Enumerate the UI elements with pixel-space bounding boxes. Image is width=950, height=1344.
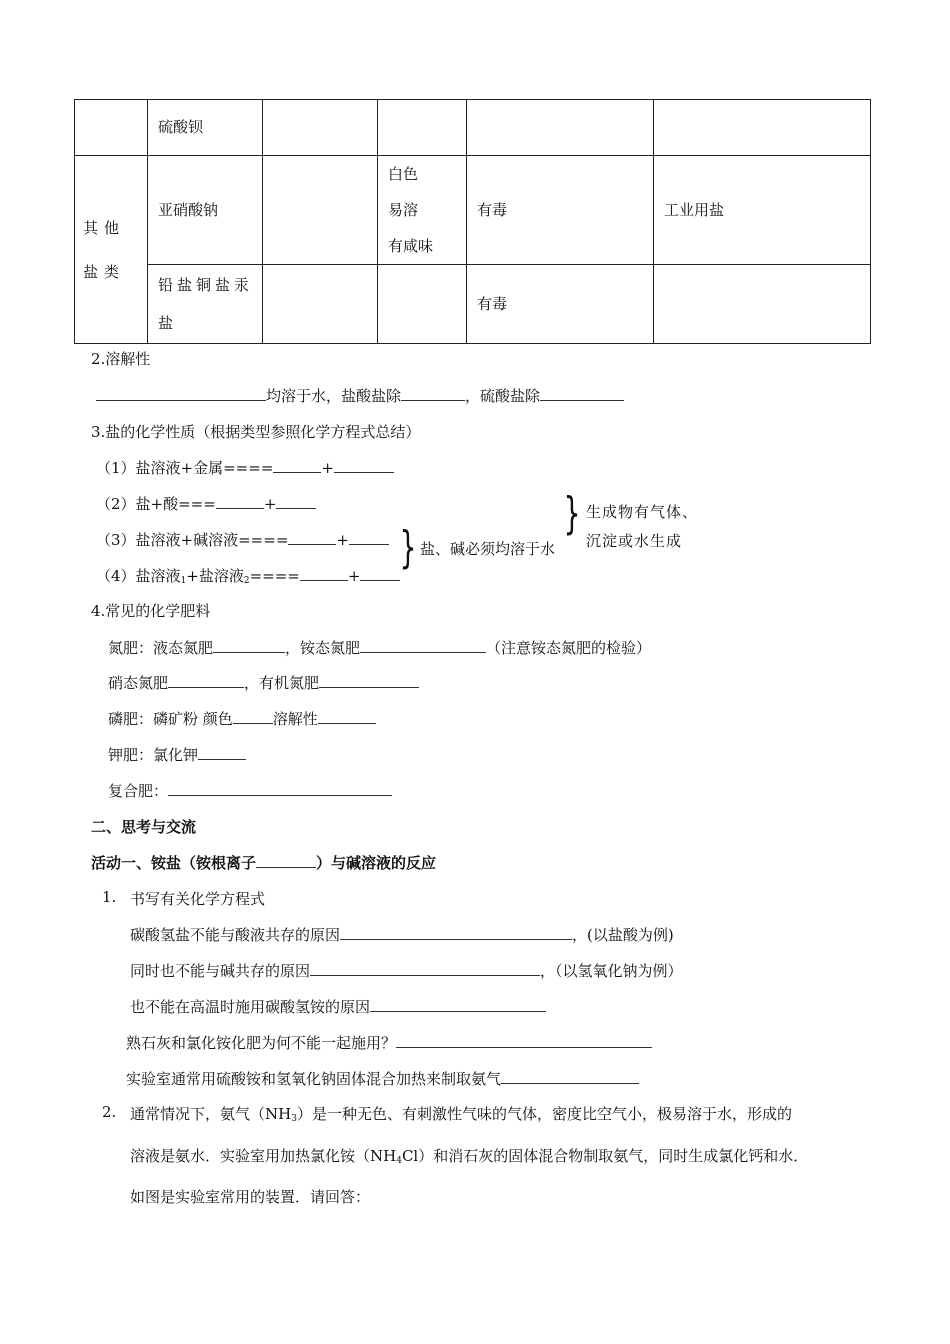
paragraph-line: 如图是实验室常用的装置．请回答： <box>130 1188 371 1206</box>
question-line <box>126 1068 639 1089</box>
table-cell <box>467 265 654 344</box>
text: 复合肥： <box>108 782 169 800</box>
reactant-note: 盐、碱必须均溶于水 <box>420 540 556 558</box>
text: ，有机氮肥 <box>244 674 320 692</box>
table-row <box>75 100 871 156</box>
text: 钾肥：氯化钾 <box>108 746 199 764</box>
text: （1）盐溶液+金属==== <box>96 459 274 477</box>
property-text: 白色 <box>388 165 419 183</box>
text: 通常情况下，氨气（NH <box>130 1105 292 1123</box>
blank[interactable] <box>288 530 336 545</box>
blank[interactable] <box>256 853 316 868</box>
property-text: 有咸味 <box>388 237 434 255</box>
table-cell <box>654 265 871 344</box>
table-cell <box>263 265 378 344</box>
question-line <box>130 996 546 1017</box>
category-label: 其他盐类 <box>83 218 126 281</box>
blank[interactable] <box>319 673 419 688</box>
part-heading: 二、思考与交流 <box>91 818 197 836</box>
reaction-line <box>96 457 394 478</box>
fertilizer-line-nitrogen <box>108 637 651 658</box>
product-note-line1: 生成物有气体、 <box>586 503 699 521</box>
table-row <box>75 156 871 265</box>
text: ）是一种无色、有刺激性气味的气体，密度比空气小，极易溶于水，形成的 <box>296 1105 792 1123</box>
blank[interactable] <box>360 638 486 653</box>
question-line <box>126 1032 652 1053</box>
use-text: 工业用盐 <box>664 200 725 219</box>
text: 同时也不能与碱共存的原因 <box>130 962 311 980</box>
section-title: 2.溶解性 <box>91 350 151 368</box>
question-number: 2. <box>102 1103 117 1121</box>
table-cell <box>378 156 467 265</box>
text: ==== <box>249 567 300 585</box>
fertilizer-line-potassium <box>108 744 246 765</box>
brace-icon: } <box>399 522 417 573</box>
blank[interactable] <box>318 709 376 724</box>
question-number: 1. <box>102 888 117 906</box>
text: （3）盐溶液+碱溶液==== <box>96 531 289 549</box>
blank[interactable] <box>300 566 348 581</box>
plus: + <box>321 459 334 477</box>
text: 碳酸氢盐不能与酸液共存的原因 <box>130 926 341 944</box>
table-cell <box>75 100 148 156</box>
property-text: 易溶 <box>388 201 419 219</box>
text: ，(以盐酸为例) <box>572 926 674 944</box>
blank[interactable] <box>233 709 273 724</box>
table-cell <box>263 156 378 265</box>
text: 也不能在高温时施用碳酸氢铵的原因 <box>130 998 371 1016</box>
salt-name: 硫酸钡 <box>158 118 204 136</box>
toxicity-text: 有毒 <box>477 200 508 219</box>
blank[interactable] <box>216 494 264 509</box>
blank[interactable] <box>349 530 389 545</box>
table-cell <box>654 156 871 265</box>
toxicity-text: 有毒 <box>477 294 508 313</box>
text: 熟石灰和氯化铵化肥为何不能一起施用？ <box>126 1034 397 1052</box>
blank[interactable] <box>370 997 546 1012</box>
blank[interactable] <box>340 925 572 940</box>
subscript: 1 <box>180 576 187 586</box>
text: （注意铵态氮肥的检验） <box>486 639 652 657</box>
section-title: 4.常见的化学肥料 <box>91 602 211 620</box>
salt-name: 亚硝酸钠 <box>158 200 219 219</box>
text: 硝态氮肥 <box>108 674 169 692</box>
text: （2）盐+酸=== <box>96 495 216 513</box>
category-cell <box>75 156 148 344</box>
question-line <box>130 960 683 981</box>
blank[interactable] <box>96 386 266 401</box>
blank[interactable] <box>334 458 394 473</box>
table-cell <box>148 100 263 156</box>
table-row <box>75 265 871 344</box>
table-cell <box>378 100 467 156</box>
plus: + <box>336 531 349 549</box>
blank[interactable] <box>168 781 392 796</box>
blank[interactable] <box>168 673 244 688</box>
blank[interactable] <box>198 745 246 760</box>
blank[interactable] <box>360 566 400 581</box>
table-cell <box>378 265 467 344</box>
text: ，（以氢氧化钠为例） <box>540 962 683 980</box>
section-title: 3.盐的化学性质（根据类型参照化学方程式总结） <box>91 423 421 441</box>
activity-heading <box>91 852 436 873</box>
table-cell <box>148 156 263 265</box>
brace-icon: } <box>563 488 581 539</box>
blank[interactable] <box>310 961 540 976</box>
text: ，硫酸盐除 <box>465 387 541 405</box>
blank[interactable] <box>396 1033 652 1048</box>
plus: + <box>347 567 361 585</box>
table-cell <box>467 156 654 265</box>
solubility-line <box>96 385 624 406</box>
salt-properties-table <box>74 99 871 344</box>
text: （4）盐溶液 <box>96 567 181 585</box>
text: 溶解性 <box>272 710 318 728</box>
blank[interactable] <box>540 386 624 401</box>
blank[interactable] <box>276 494 316 509</box>
reaction-line <box>96 529 389 550</box>
text: ）与碱溶液的反应 <box>316 854 437 872</box>
text: 氮肥：液态氮肥 <box>108 639 214 657</box>
blank[interactable] <box>401 386 465 401</box>
subscript: 2 <box>243 576 250 586</box>
text: Cl）和消石灰的固体混合物制取氨气，同时生成氯化钙和水． <box>401 1147 809 1165</box>
table-cell <box>148 265 263 344</box>
reaction-line <box>96 565 400 586</box>
fertilizer-line-nitrate <box>108 672 419 693</box>
text: 均溶于水，盐酸盐除 <box>266 387 402 405</box>
blank[interactable] <box>501 1069 639 1084</box>
subscript: 3 <box>291 1114 297 1124</box>
question-title: 书写有关化学方程式 <box>130 890 266 908</box>
reaction-line <box>96 493 316 514</box>
table-cell <box>654 100 871 156</box>
salt-name: 铅盐铜盐汞盐 <box>158 276 254 332</box>
text: ，铵态氮肥 <box>285 639 361 657</box>
table-cell <box>263 100 378 156</box>
question-line <box>130 924 674 945</box>
text: 溶液是氨水．实验室用加热氯化铵（NH <box>130 1147 397 1165</box>
blank[interactable] <box>213 638 285 653</box>
fertilizer-line-compound <box>108 780 392 801</box>
table-cell <box>467 100 654 156</box>
text: 实验室通常用硫酸铵和氢氧化钠固体混合加热来制取氨气 <box>126 1070 502 1088</box>
product-note-line2: 沉淀或水生成 <box>586 532 683 550</box>
text: +盐溶液 <box>186 567 244 585</box>
fertilizer-line-phosphorus <box>108 708 376 729</box>
subscript: 4 <box>396 1156 402 1166</box>
plus: + <box>263 495 277 513</box>
paragraph-line <box>130 1103 792 1124</box>
blank[interactable] <box>273 458 321 473</box>
text: 活动一、铵盐（铵根离子 <box>91 854 257 872</box>
text: 磷肥：磷矿粉 颜色 <box>108 710 233 728</box>
paragraph-line <box>130 1145 808 1166</box>
